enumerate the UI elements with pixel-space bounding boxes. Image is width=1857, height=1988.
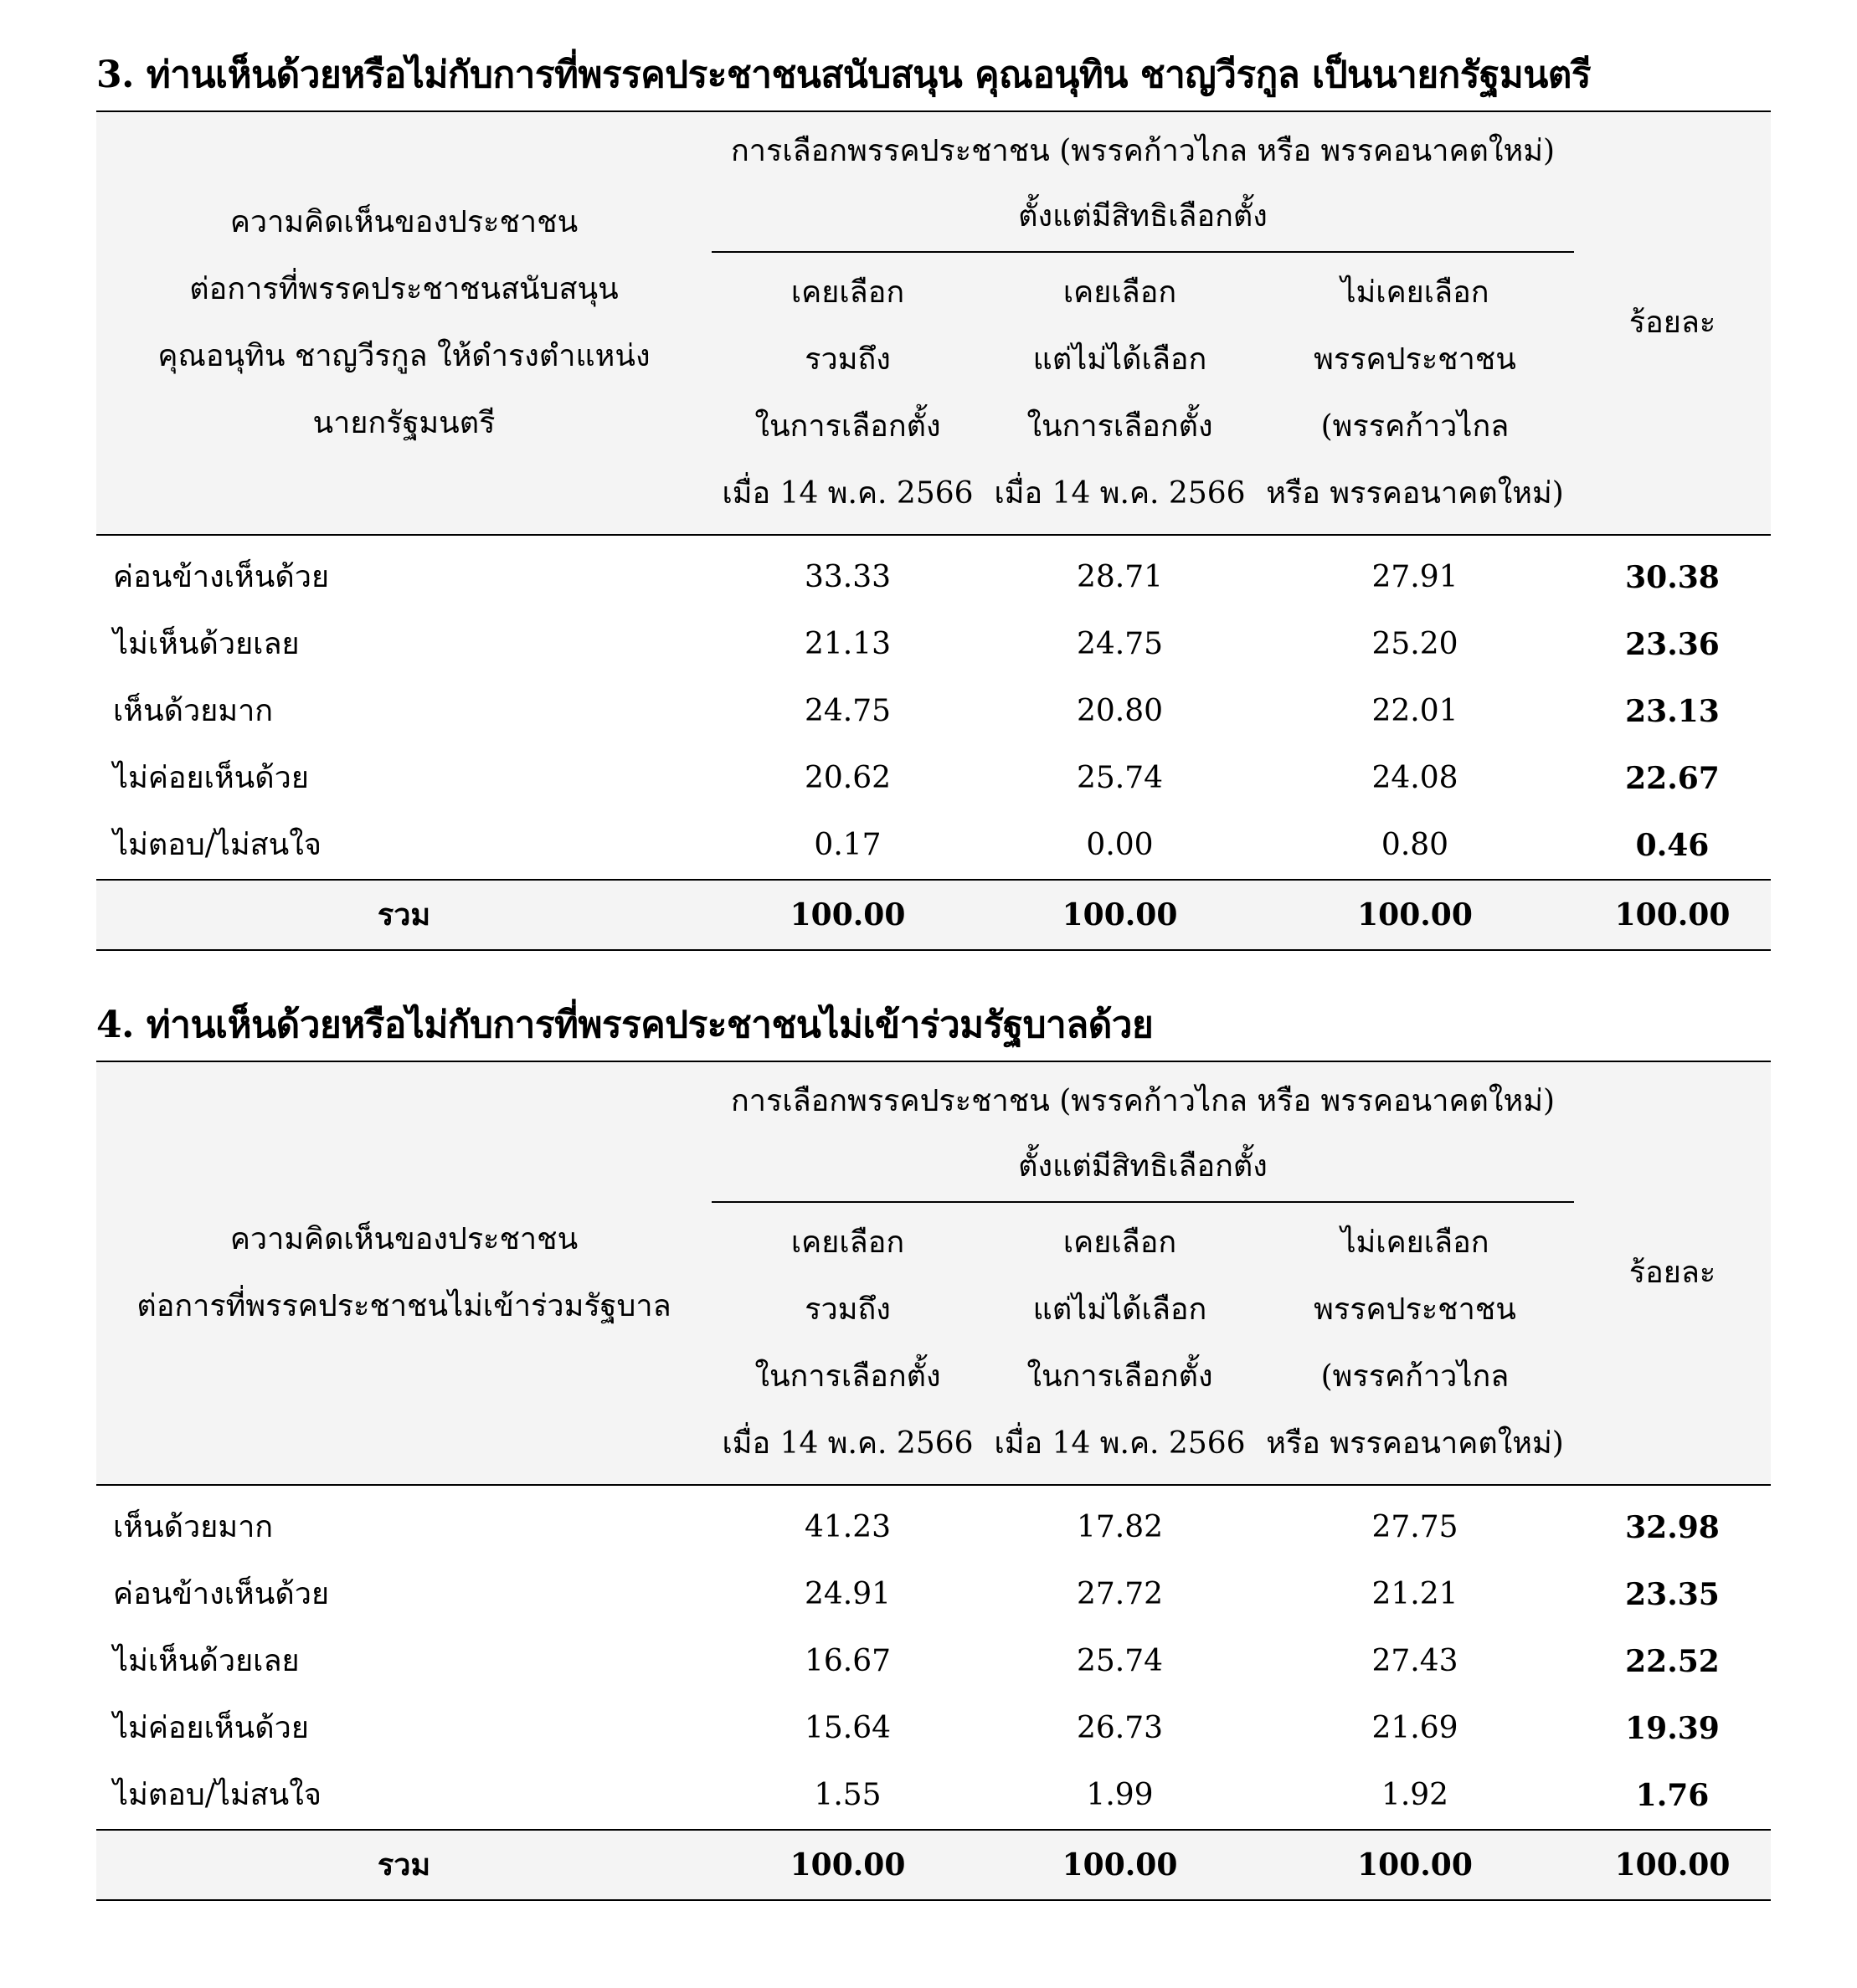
cell-value: 21.21: [1371, 1577, 1458, 1611]
total-value: 100.00: [712, 880, 984, 950]
cell-value: 25.74: [1076, 761, 1164, 795]
cell-value: 0.80: [1381, 828, 1449, 862]
row-label: ไม่เห็นด้วยเลย: [113, 627, 300, 661]
row-label: ไม่ตอบ/ไม่สนใจ: [113, 1778, 322, 1812]
cell-value: 0.17: [814, 828, 882, 862]
cell-percent: 1.76: [1635, 1778, 1710, 1813]
cell-value: 26.73: [1076, 1711, 1164, 1745]
opinion-column-header: ความคิดเห็นของประชาชน ต่อการที่พรรคประชาชนสนับสนุน คุณอนุทิน ชาญวีรกูล ให้ดำรงตำแหน่ง นายกรัฐมนตรี: [96, 111, 712, 535]
row-label: ไม่ค่อยเห็นด้วย: [113, 1711, 309, 1745]
cell-value: 1.92: [1381, 1778, 1449, 1812]
table-row: [96, 812, 1771, 880]
survey-section-3: [96, 50, 1771, 951]
table-row: [96, 1762, 1771, 1830]
table-row: [96, 745, 1771, 812]
cell-percent: 23.36: [1625, 627, 1720, 662]
cell-value: 24.08: [1371, 761, 1458, 795]
total-value: 100.00: [1256, 1830, 1574, 1900]
cell-value: 20.62: [804, 761, 892, 795]
never-voted-header: ไม่เคยเลือก พรรคประชาชน (พรรคก้าวไกล หรือ พรรคอนาคตใหม่): [1256, 1202, 1574, 1485]
voted-including-2566-header: เคยเลือก รวมถึง ในการเลือกตั้ง เมื่อ 14 พ.ค. 2566: [712, 252, 984, 535]
cell-percent: 23.35: [1625, 1577, 1720, 1612]
cell-percent: 19.39: [1625, 1711, 1720, 1746]
cell-value: 0.00: [1086, 828, 1154, 862]
row-label: ไม่เห็นด้วยเลย: [113, 1644, 300, 1678]
cell-percent: 0.46: [1635, 828, 1710, 863]
cell-value: 17.82: [1076, 1510, 1164, 1544]
total-row: [96, 880, 1771, 950]
cell-value: 25.74: [1076, 1644, 1164, 1678]
total-percent: 100.00: [1574, 1830, 1771, 1900]
table-row: [96, 1485, 1771, 1561]
cell-percent: 32.98: [1625, 1510, 1720, 1545]
cell-value: 1.99: [1086, 1778, 1154, 1812]
party-choice-group-header: การเลือกพรรคประชาชน (พรรคก้าวไกล หรือ พรรคอนาคตใหม่) ตั้งแต่มีสิทธิเลือกตั้ง: [712, 1061, 1574, 1202]
cell-value: 25.20: [1371, 627, 1458, 661]
total-value: 100.00: [712, 1830, 984, 1900]
total-row: [96, 1830, 1771, 1900]
survey-section-4: [96, 1000, 1771, 1901]
section-title: 4. ท่านเห็นด้วยหรือไม่กับการที่พรรคประชาชนไม่เข้าร่วมรัฐบาลด้วย: [96, 1004, 1154, 1046]
total-value: 100.00: [984, 880, 1256, 950]
row-label: ไม่ค่อยเห็นด้วย: [113, 761, 309, 795]
cell-value: 24.75: [1076, 627, 1164, 661]
cell-value: 27.43: [1371, 1644, 1458, 1678]
total-value: 100.00: [984, 1830, 1256, 1900]
table-row: [96, 535, 1771, 611]
cell-value: 28.71: [1076, 560, 1164, 594]
cell-value: 1.55: [814, 1778, 882, 1812]
row-label: เห็นด้วยมาก: [113, 694, 274, 728]
cell-value: 16.67: [804, 1644, 892, 1678]
table-row: [96, 1695, 1771, 1762]
section-title: 3. ท่านเห็นด้วยหรือไม่กับการที่พรรคประชาชนสนับสนุน คุณอนุทิน ชาญวีรกูล เป็นนายกรัฐมนตรี: [96, 54, 1592, 96]
cell-percent: 22.52: [1625, 1644, 1720, 1679]
table-row: [96, 678, 1771, 745]
total-percent: 100.00: [1574, 880, 1771, 950]
cell-value: 41.23: [804, 1510, 892, 1544]
opinion-column-header: ความคิดเห็นของประชาชน ต่อการที่พรรคประชาชนไม่เข้าร่วมรัฐบาล: [96, 1061, 712, 1485]
cell-value: 15.64: [804, 1711, 892, 1745]
table-row: [96, 611, 1771, 678]
cell-percent: 22.67: [1625, 761, 1720, 796]
cell-value: 27.75: [1371, 1510, 1458, 1544]
cell-value: 27.91: [1371, 560, 1458, 594]
cell-value: 22.01: [1371, 694, 1458, 728]
voted-not-2566-header: เคยเลือก แต่ไม่ได้เลือก ในการเลือกตั้ง เมื่อ 14 พ.ค. 2566: [984, 1202, 1256, 1485]
cell-value: 21.13: [804, 627, 892, 661]
cell-value: 27.72: [1076, 1577, 1164, 1611]
cell-value: 33.33: [804, 560, 892, 594]
voted-including-2566-header: เคยเลือก รวมถึง ในการเลือกตั้ง เมื่อ 14 พ.ค. 2566: [712, 1202, 984, 1485]
survey-table: [96, 110, 1771, 951]
percent-column-header: ร้อยละ: [1574, 111, 1771, 535]
row-label: ไม่ตอบ/ไม่สนใจ: [113, 828, 322, 862]
cell-value: 24.91: [804, 1577, 892, 1611]
never-voted-header: ไม่เคยเลือก พรรคประชาชน (พรรคก้าวไกล หรือ พรรคอนาคตใหม่): [1256, 252, 1574, 535]
table-row: [96, 1561, 1771, 1628]
cell-value: 24.75: [804, 694, 892, 728]
voted-not-2566-header: เคยเลือก แต่ไม่ได้เลือก ในการเลือกตั้ง เมื่อ 14 พ.ค. 2566: [984, 252, 1256, 535]
cell-percent: 30.38: [1625, 560, 1720, 595]
row-label: ค่อนข้างเห็นด้วย: [113, 1577, 330, 1611]
total-value: 100.00: [1256, 880, 1574, 950]
total-label: รวม: [96, 880, 712, 950]
cell-value: 21.69: [1371, 1711, 1458, 1745]
party-choice-group-header: การเลือกพรรคประชาชน (พรรคก้าวไกล หรือ พรรคอนาคตใหม่) ตั้งแต่มีสิทธิเลือกตั้ง: [712, 111, 1574, 252]
survey-table: [96, 1061, 1771, 1901]
total-label: รวม: [96, 1830, 712, 1900]
table-row: [96, 1628, 1771, 1695]
row-label: ค่อนข้างเห็นด้วย: [113, 560, 330, 594]
cell-value: 20.80: [1076, 694, 1164, 728]
cell-percent: 23.13: [1625, 694, 1720, 729]
row-label: เห็นด้วยมาก: [113, 1510, 274, 1544]
percent-column-header: ร้อยละ: [1574, 1061, 1771, 1485]
